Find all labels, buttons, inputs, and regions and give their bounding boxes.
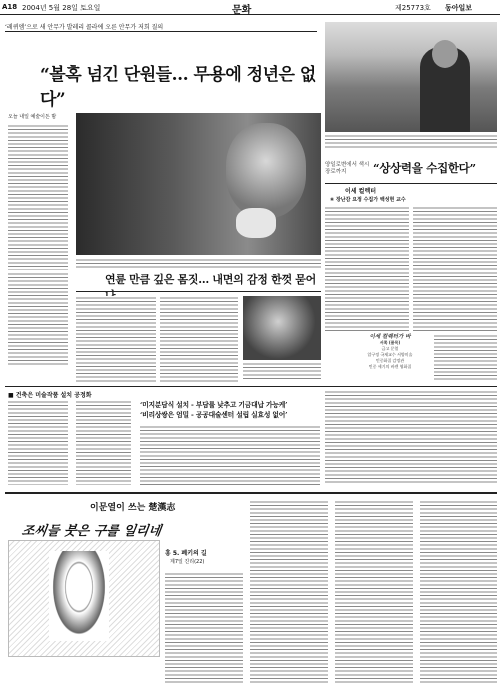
policy-col2 [76, 400, 131, 485]
right-body-col1 [325, 206, 409, 331]
policy-quote-1: ‘미지분담식 설치 - 부담률 낮추고 기금대납 가능케’ [140, 401, 288, 409]
lead-body-col1 [8, 124, 68, 270]
interview-title: 이세 컬렉터가 바 [369, 334, 411, 340]
policy-headline: ■ 건축은 미술작품 설치 공정화 [8, 392, 92, 399]
mid-rule [5, 386, 497, 387]
serial-col4 [420, 500, 497, 684]
collector-photo [325, 22, 497, 132]
right-rule [325, 183, 497, 184]
ink-figure [49, 551, 109, 641]
right-body-col2b [434, 334, 497, 382]
serial-header: 이문열이 쓰는 楚漢志 [90, 503, 176, 513]
hand-shape [236, 208, 276, 238]
lead-body-col1b [8, 272, 68, 367]
collector-caption [325, 134, 497, 148]
series-sub: ⑥ 장난감 요정 수집가 백성현 교수 [330, 197, 406, 203]
serial-episode: 제7일 진리(22) [170, 559, 205, 565]
page-number: A18 [2, 3, 18, 11]
collector-head [432, 40, 458, 68]
photo-caption [76, 258, 321, 268]
lead-body-col3 [160, 296, 238, 382]
policy-quotes [140, 400, 320, 420]
page-header [0, 0, 500, 15]
policy-col1 [8, 400, 68, 485]
lead-headline: “볼혹 넘긴 단원들… 무용에 정년은 없다” [40, 65, 316, 110]
serial-col3 [335, 500, 413, 684]
section-label: 오늘 내일 예술이든 밤 [8, 114, 57, 120]
dance-photo [243, 296, 321, 360]
kicker-rule [5, 31, 317, 32]
issue-number: 제25773호 [395, 4, 431, 12]
policy-col4 [325, 390, 497, 485]
right-body-col2 [413, 206, 497, 331]
lead-kicker: ‘레퀴엠’으로 새 안무가 발레리 콜라에 오른 안무가 저희 질의 [5, 24, 164, 31]
policy-quote-2: ‘비리상쌍은 엄밀 - 공공대술센터 설립 실효성 없어’ [140, 411, 288, 419]
section-title: 문화 [232, 5, 252, 16]
lead-subhead: 연륜 만큼 깊은 몸짓… 내면의 감정 한껏 묻어 [105, 273, 316, 286]
face-shape [226, 123, 306, 218]
serial-illustration [8, 540, 160, 657]
lead-body-col2 [76, 296, 156, 382]
right-headline: “상상력을 수집한다” [373, 161, 476, 175]
subhead-rule [76, 291, 321, 292]
serial-title: 조씨들 붓은 구를 일리네 [20, 524, 162, 539]
interview-line: 민중 세기의 바겐 영화집 [368, 364, 412, 369]
interview-line: 민중화집 감정관 [375, 358, 405, 363]
serial-chapter: 흥 5. 폐키의 길 [165, 550, 207, 557]
dance-caption [243, 362, 321, 380]
choreographer-photo [76, 113, 321, 255]
serial-col1 [165, 572, 243, 684]
issue-date: 2004년 5월 28일 토요일 [22, 4, 101, 12]
paper-name: 동아일보 [445, 4, 473, 12]
column-label: 양일로변에서 색시장로까지 [325, 162, 370, 175]
policy-col3 [140, 425, 320, 485]
series-title: 이세 컬렉터 [345, 188, 377, 195]
interview-box [350, 334, 430, 379]
serial-rule [5, 492, 497, 494]
interview-line: 금고 문열 [381, 346, 399, 351]
interview-subtitle: 서쪽 (품목) [379, 340, 401, 345]
serial-col2 [250, 500, 328, 684]
interview-line: 압구정 국제교수 서양미술 [367, 352, 413, 357]
